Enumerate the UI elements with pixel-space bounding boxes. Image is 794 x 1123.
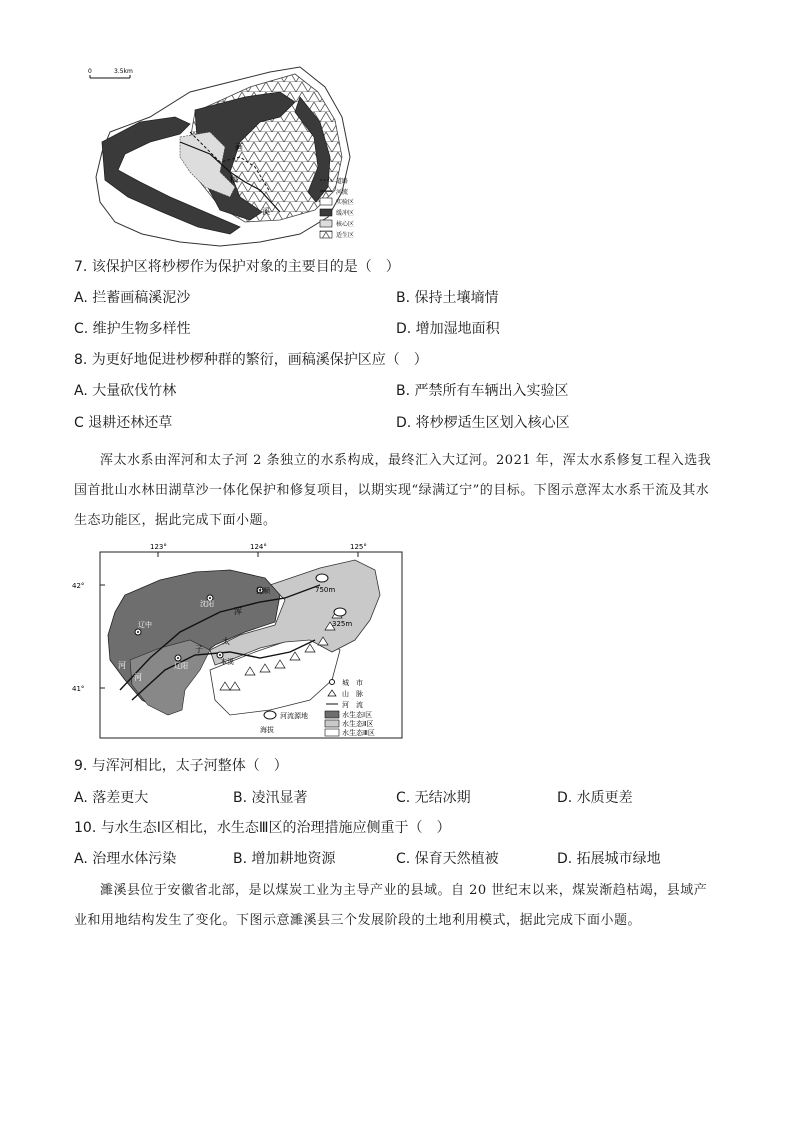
passage-line: 业和用地结构发生了变化。下图示意濉溪县三个发展阶段的土地利用模式，据此完成下面小题。 bbox=[74, 913, 642, 928]
river-label: 画 bbox=[235, 143, 243, 152]
hun-tai-river-map bbox=[70, 540, 410, 745]
legend-zone-3: 水生态Ⅲ区 bbox=[342, 729, 375, 737]
question-8-stem: 8. 为更好地促进杪椤种群的繁衍，画稿溪保护区应（ ） bbox=[74, 352, 428, 368]
question-9-option-d[interactable]: D. 水质更差 bbox=[557, 790, 633, 806]
legend-mountain: 山 脉 bbox=[342, 690, 363, 698]
legend-river-2: 河 流 bbox=[342, 701, 363, 709]
legend-river: 河流 bbox=[336, 189, 349, 196]
lat-label-42: 42° bbox=[72, 582, 85, 590]
question-8-option-c[interactable]: C 退耕还林还草 bbox=[74, 415, 173, 431]
passage-line: 浑太水系由浑河和太子河 2 条独立的水系构成，最终汇入大辽河。2021 年，浑太水系修复工程入选我 bbox=[100, 453, 712, 468]
city-fushun: 抚顺 bbox=[256, 587, 270, 595]
question-7-option-c[interactable]: C. 维护生物多样性 bbox=[74, 321, 191, 337]
legend-city: 城 市 bbox=[342, 679, 363, 687]
question-10-option-c[interactable]: C. 保育天然植被 bbox=[396, 851, 499, 867]
city-liaoyang: 辽阳 bbox=[174, 662, 188, 670]
legend-elevation: 海拔 bbox=[260, 726, 274, 734]
question-8-option-b[interactable]: B. 严禁所有车辆出入实验区 bbox=[396, 383, 569, 399]
legend-source: 河流源地 bbox=[280, 712, 308, 720]
scale-distance: 3.5km bbox=[114, 68, 133, 75]
city-benxi: 本溪 bbox=[220, 658, 234, 666]
question-9-option-a[interactable]: A. 落差更大 bbox=[74, 790, 149, 806]
city-shenyang: 沈阳 bbox=[200, 600, 214, 608]
scale-zero: 0 bbox=[88, 68, 92, 75]
question-7-option-d[interactable]: D. 增加湿地面积 bbox=[396, 321, 500, 337]
question-8-option-a[interactable]: A. 大量砍伐竹林 bbox=[74, 383, 177, 399]
legend-suitable: 适生区 bbox=[336, 232, 355, 239]
lon-label-124: 124° bbox=[250, 543, 267, 551]
river-label: 稿 bbox=[230, 175, 238, 184]
passage-suixi bbox=[74, 876, 734, 936]
lon-label-125: 125° bbox=[350, 543, 367, 551]
legend-road: 道路 bbox=[336, 178, 349, 185]
question-10-option-b[interactable]: B. 增加耕地资源 bbox=[233, 851, 336, 867]
question-9-option-b[interactable]: B. 凌汛显著 bbox=[233, 790, 308, 806]
question-8-option-d[interactable]: D. 将杪椤适生区划入核心区 bbox=[396, 415, 570, 431]
river-char: 浑 bbox=[234, 607, 242, 616]
passage-line: 生态功能区，据此完成下面小题。 bbox=[74, 513, 277, 528]
legend-core: 核心区 bbox=[336, 221, 355, 228]
legend-zone-2: 水生态Ⅱ区 bbox=[342, 720, 374, 728]
question-10-option-a[interactable]: A. 治理水体污染 bbox=[74, 851, 177, 867]
river-label: 溪 bbox=[262, 207, 270, 216]
legend-experiment: 实验区 bbox=[336, 199, 355, 206]
lon-label-123: 123° bbox=[150, 543, 167, 551]
reserve-map bbox=[80, 62, 380, 252]
question-7-option-a[interactable]: A. 拦蓄画稿溪泥沙 bbox=[74, 290, 191, 306]
elevation-325: 325m bbox=[332, 620, 353, 628]
river-char: 河 bbox=[118, 661, 126, 670]
passage-line: 濉溪县位于安徽省北部，是以煤炭工业为主导产业的县域。自 20 世纪末以来，煤炭渐趋枯竭，县域产 bbox=[100, 883, 708, 898]
question-10-option-d[interactable]: D. 拓展城市绿地 bbox=[557, 851, 661, 867]
passage-hun-tai bbox=[74, 446, 734, 536]
question-7-stem: 7. 该保护区将杪椤作为保护对象的主要目的是（ ） bbox=[74, 259, 400, 275]
legend-buffer: 缓冲区 bbox=[336, 210, 355, 217]
river-char: 太 bbox=[222, 637, 230, 646]
river-char: 子 bbox=[195, 645, 203, 654]
lat-label-41: 41° bbox=[72, 685, 85, 693]
river-char: 河 bbox=[134, 673, 142, 682]
question-7-option-b[interactable]: B. 保持土壤墒情 bbox=[396, 290, 499, 306]
legend-zone-1: 水生态Ⅰ区 bbox=[342, 711, 373, 719]
passage-line: 国首批山水林田湖草沙一体化保护和修复项目，以期实现“绿满辽宁”的目标。下图示意浑太水系干流及其水 bbox=[74, 483, 710, 498]
question-10-stem: 10. 与水生态Ⅰ区相比，水生态Ⅲ区的治理措施应侧重于（ ） bbox=[74, 820, 451, 836]
elevation-750: 750m bbox=[315, 586, 336, 594]
question-9-option-c[interactable]: C. 无结冰期 bbox=[396, 790, 471, 806]
question-9-stem: 9. 与浑河相比，太子河整体（ ） bbox=[74, 758, 288, 774]
city-liaozhong: 辽中 bbox=[138, 621, 152, 629]
